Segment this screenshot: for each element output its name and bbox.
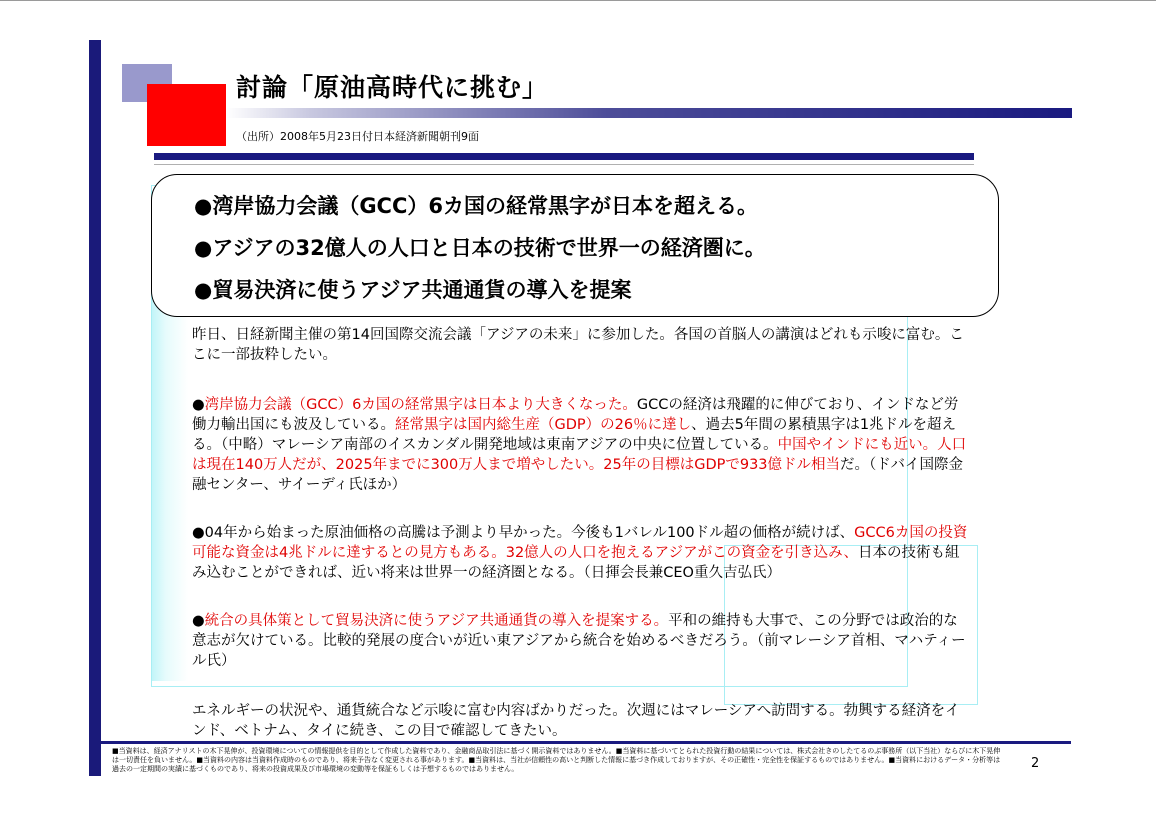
- page-number: 2: [1031, 756, 1040, 771]
- paragraph-oil: [192, 523, 972, 583]
- paragraph-gcc: [192, 395, 972, 495]
- body-text: ●04年から始まった原油価格の高騰は予測より早かった。今後も1バレル100ドル超の価格が続けば、: [192, 525, 855, 541]
- source-citation: （出所）2008年5月23日付日本経済新聞朝刊9面: [236, 130, 479, 143]
- highlight-text: 統合の具体策として貿易決済に使うアジア共通通貨の導入を提案する。: [204, 613, 669, 629]
- body-text: GCCの経済は飛躍的に伸びており、インドなど労働力輸出国にも波及している。: [192, 397, 959, 433]
- body-text: 平和の維持も大事で、この分野では政治的な意志が欠けている。比較的発展の度合いが近い東アジアから統合を始めるべきだろう。（前マレーシア首相、マハティール氏）: [192, 613, 966, 669]
- body-text: だ。（ドバイ国際金融センター、サイーディ氏ほか）: [192, 457, 963, 493]
- slide-title: 討論「原油高時代に挑む」: [236, 73, 549, 102]
- header-rule: [154, 153, 974, 160]
- headline-box: [151, 174, 999, 317]
- body-text: 、過去5年間の累積黒字は1兆ドルを超える。（中略）マレーシア南部のイスカンダル開発地域は東南アジアの中央に位置している。: [192, 417, 957, 453]
- headline-3: ●貿易決済に使うアジア共通通貨の導入を提案: [194, 278, 632, 302]
- highlight-text: 中国やインドにも近い。人口は現在140万人だが、2025年までに300万人まで増やしたい。25年の目標はGDPで933億ドル相当: [192, 437, 967, 473]
- title-gradient-bar: [226, 108, 1072, 118]
- bullet: ●: [192, 397, 205, 413]
- bullet: ●: [192, 613, 205, 629]
- closing-paragraph: エネルギーの状況や、通貨統合など示唆に富む内容ばかりだった。次週にはマレーシアへ訪問する。勃興する経済をインド、ベトナム、タイに続き、この目で確認してきたい。: [192, 703, 960, 739]
- top-rule: [0, 0, 1156, 1]
- paragraph-currency: [192, 611, 972, 671]
- headline-1: ●湾岸協力会議（GCC）6カ国の経常黒字が日本を超える。: [194, 194, 758, 218]
- highlight-text: 経常黒字は国内総生産（GDP）の26％に達し: [395, 417, 692, 433]
- body-text: 日本の技術も組み込むことができれば、近い将来は世界一の経済圏となる。（日揮会長兼CEO重久吉弘氏）: [192, 545, 960, 581]
- left-accent-bar: [89, 40, 101, 776]
- header-thin-rule: [154, 164, 974, 165]
- highlight-text: GCC6カ国の投資可能な資金は4兆ドルに達するとの見方もある。32億人の人口を抱えるアジアがこの資金を引き込み、: [192, 525, 968, 561]
- headline-2: ●アジアの32億人の人口と日本の技術で世界一の経済圏に。: [194, 236, 766, 260]
- footer-rule: [101, 741, 1071, 744]
- disclaimer: ■当資料は、経済アナリストの木下晃伸が、投資環境についての情報提供を目的として作成した資料であり、金融商品取引法に基づく開示資料ではありません。■当資料に基づいてとられた投資行動の結果については、株式会社きのしたてるのぶ事務所（以下当社）ならびに木下晃伸は一切責任を負いません。■当資料の内容は当資料作成時のものであり、将来予告なく変更される事があります。■当資料は、当社が信頼性の高いと判断した情報に基づき作成しておりますが、その正確性・完全性を保証するものではありません。■当資料におけるデータ・分析等は過去の一定期間の実績に基づくものであり、将来の投資成果及び市場環境の変動等を保証もしくは予想するものではありません。: [112, 747, 1001, 773]
- highlight-text: 湾岸協力会議（GCC）6カ国の経常黒字は日本より大きくなった。: [204, 397, 637, 413]
- title-square-red: [147, 84, 226, 146]
- intro-paragraph: 昨日、日経新聞主催の第14回国際交流会議「アジアの未来」に参加した。各国の首脳人の講演はどれも示唆に富む。ここに一部抜粋したい。: [192, 327, 964, 363]
